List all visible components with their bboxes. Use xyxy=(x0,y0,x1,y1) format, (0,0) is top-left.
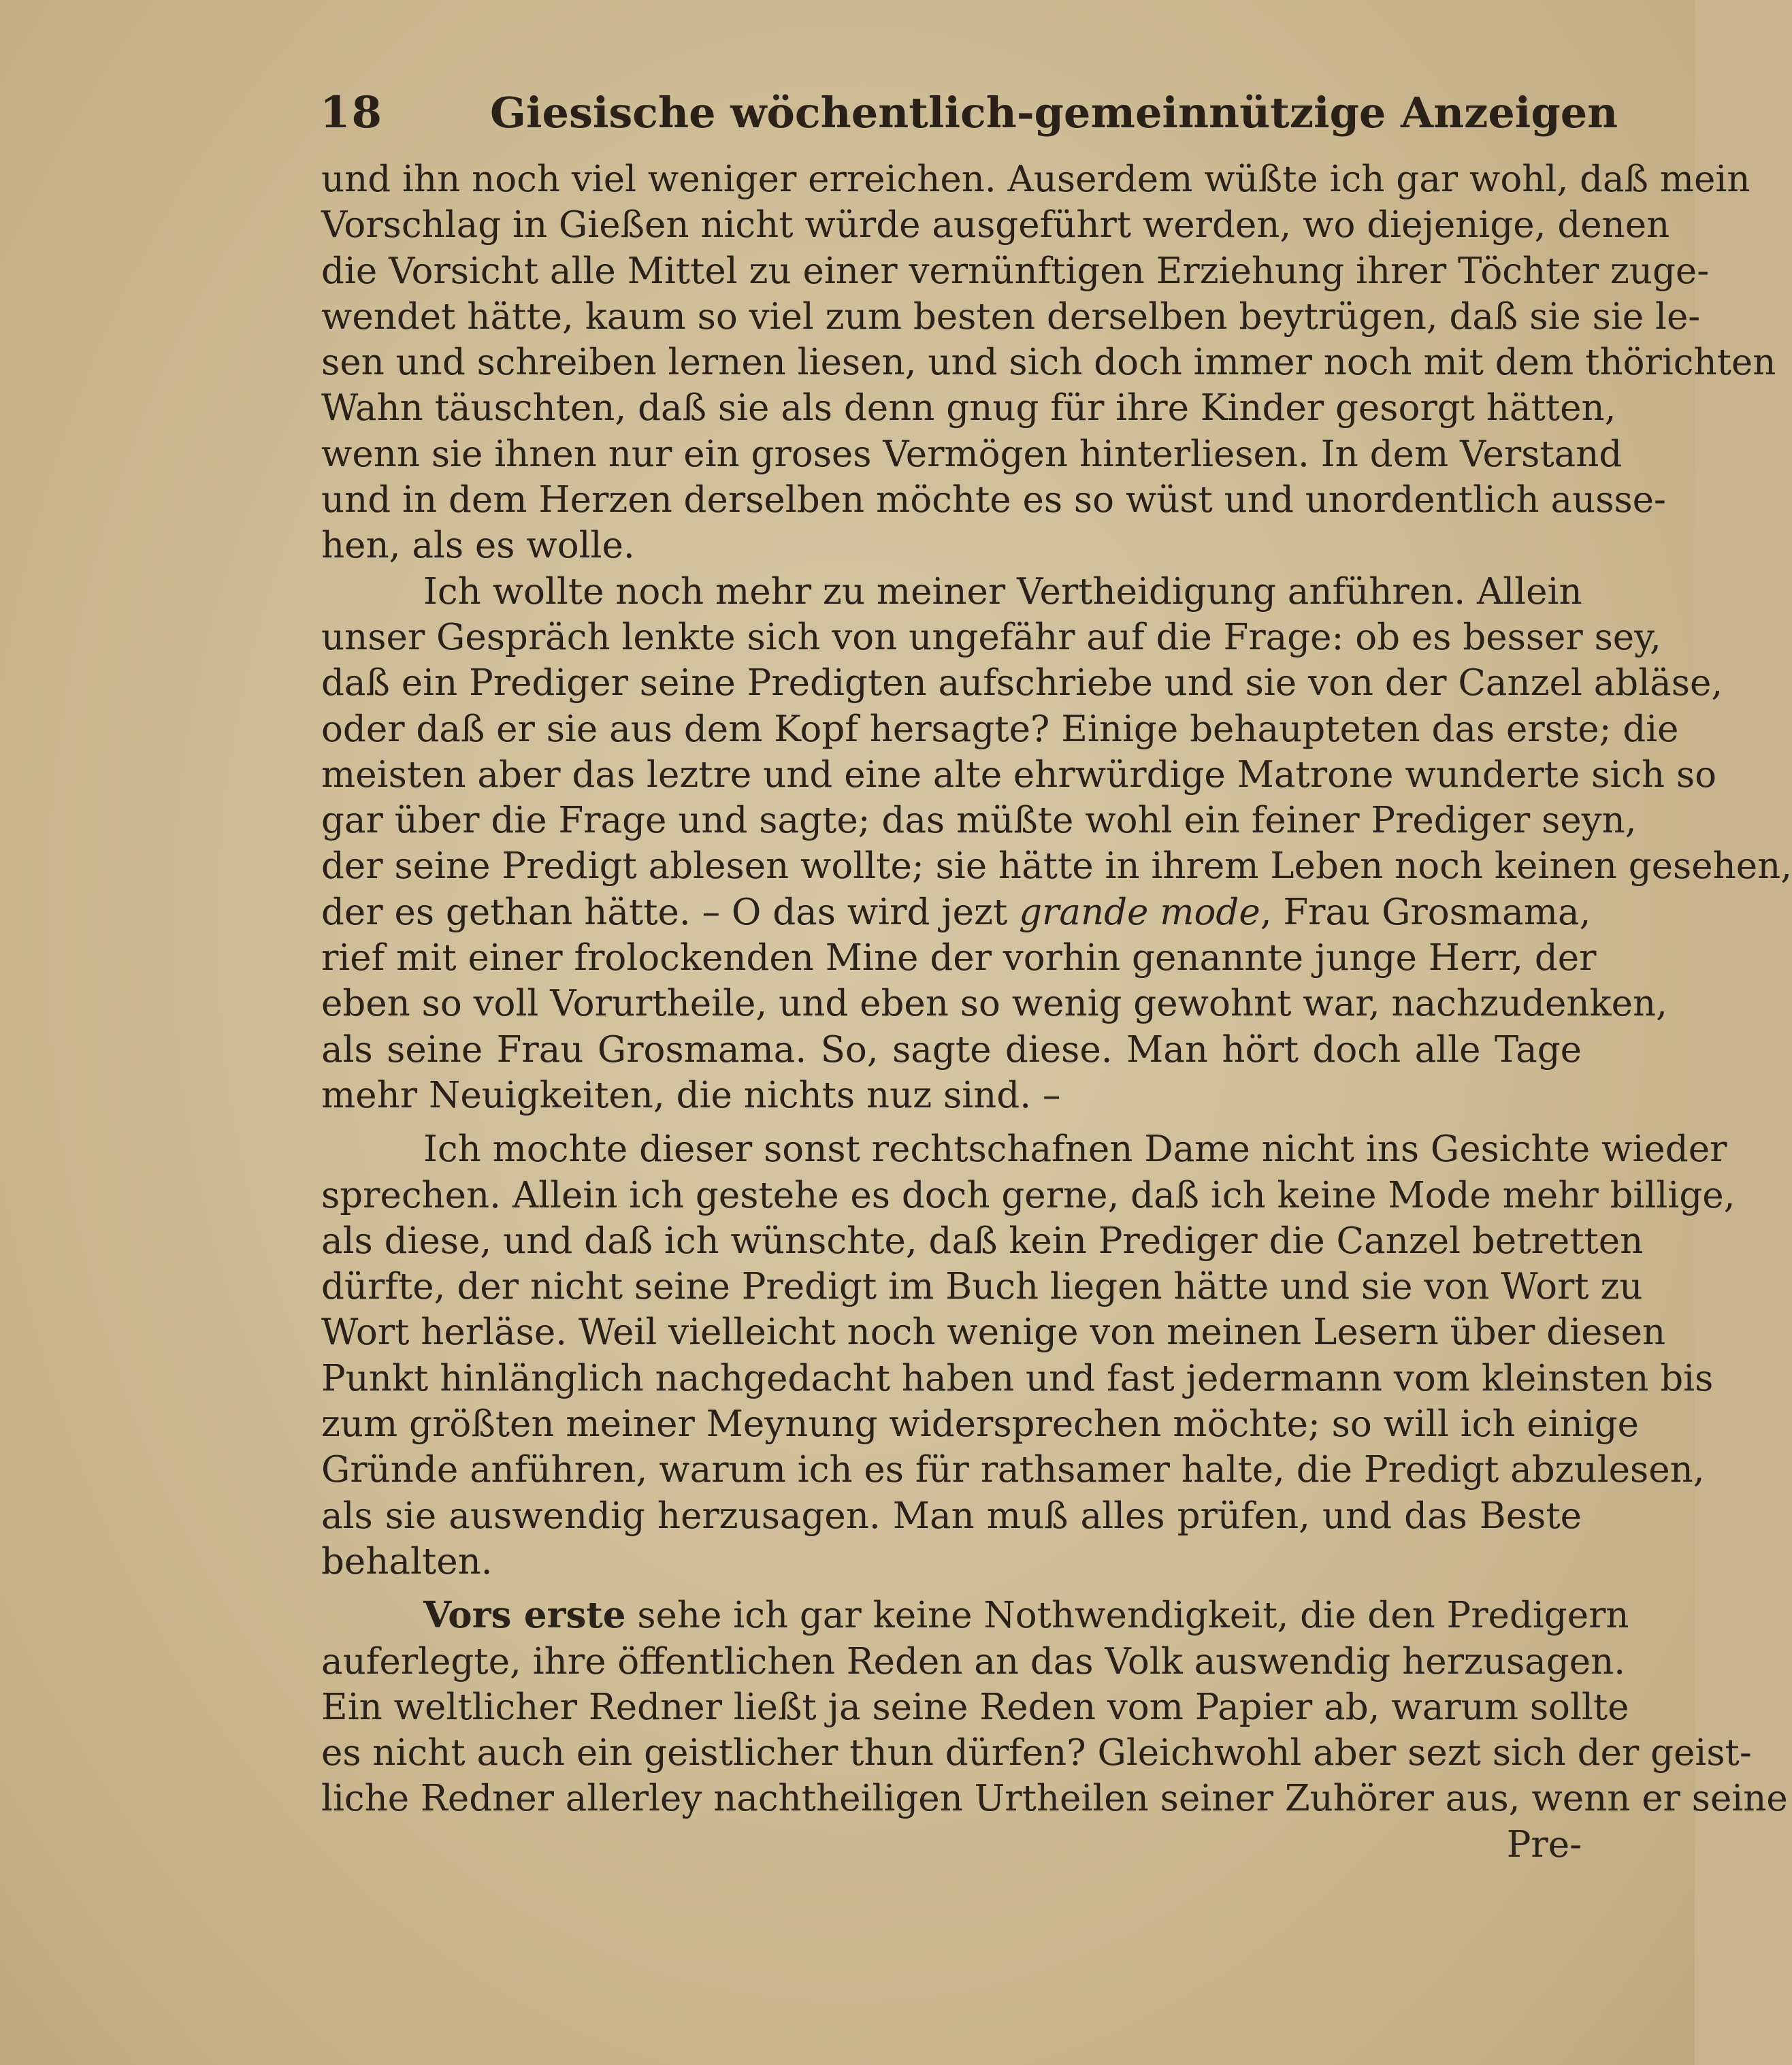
page-number: 18 xyxy=(320,87,384,138)
text-line: unser Gespräch lenkte sich von ungefähr auf die Frage: ob es besser sey, xyxy=(321,616,1661,658)
text-line: und in dem Herzen derselben möchte es so wüst und unordentlich ausse- xyxy=(321,479,1666,521)
paragraph-1 xyxy=(321,157,1776,569)
text-line: Gründe anführen, warum ich es für rathsamer halte, die Predigt abzulesen, xyxy=(321,1449,1705,1491)
lead-phrase: Vors erste xyxy=(423,1594,626,1637)
text-line: sprechen. Allein ich gestehe es doch gerne, daß ich keine Mode mehr billige, xyxy=(321,1174,1736,1216)
text-line xyxy=(321,1593,1629,1638)
text-line: Vorschlag in Gießen nicht würde ausgeführt werden, wo diejenige, denen xyxy=(321,204,1670,246)
page-body xyxy=(321,157,1792,1868)
page-header xyxy=(320,80,1618,145)
line-text-before: der es gethan hätte. – O das wird jezt xyxy=(321,891,1020,933)
text-line: auferlegte, ihre öffentlichen Reden an das Volk auswendig herzusagen. xyxy=(321,1640,1626,1682)
text-line: wenn sie ihnen nur ein groses Vermögen hinterliesen. In dem Verstand xyxy=(321,433,1623,475)
catchword: Pre- xyxy=(1506,1823,1582,1866)
text-line: Ein weltlicher Redner ließt ja seine Reden vom Papier ab, warum sollte xyxy=(321,1686,1629,1728)
text-line: zum größten meiner Meynung widersprechen möchte; so will ich einige xyxy=(321,1403,1640,1446)
text-line: gar über die Frage und sagte; das müßte wohl ein feiner Prediger seyn, xyxy=(321,800,1637,842)
text-line: und ihn noch viel weniger erreichen. Auserdem wüßte ich gar wohl, daß mein xyxy=(321,159,1750,200)
text-line: als diese, und daß ich wünschte, daß kein Prediger die Canzel betretten xyxy=(321,1220,1644,1262)
text-line: rief mit einer frolockenden Mine der vorhin genannte junge Herr, der xyxy=(321,937,1597,979)
text-line: behalten. xyxy=(321,1540,493,1582)
text-line: der seine Predigt ablesen wollte; sie hätte in ihrem Leben noch keinen gesehen, xyxy=(321,845,1792,888)
paragraph-2 xyxy=(321,569,1792,1119)
text-line: meisten aber das leztre und eine alte ehrwürdige Matrone wunderte sich so xyxy=(321,753,1717,796)
text-line: liche Redner allerley nachtheiligen Urtheilen seiner Zuhörer aus, wenn er seine xyxy=(321,1778,1788,1820)
text-line: dürfte, der nicht seine Predigt im Buch liegen hätte und sie von Wort zu xyxy=(321,1266,1643,1308)
text-line: hen, als es wolle. xyxy=(321,525,635,567)
text-line: mehr Neuigkeiten, die nichts nuz sind. – xyxy=(321,1074,1061,1116)
text-line: es nicht auch ein geistlicher thun dürfen? Gleichwohl aber sezt sich der geist- xyxy=(321,1732,1752,1774)
text-line: die Vorsicht alle Mittel zu einer vernünftigen Erziehung ihrer Töchter zuge- xyxy=(321,250,1710,292)
line-text-after: , Frau Grosmama, xyxy=(1260,891,1591,933)
text-line: Wort herläse. Weil vielleicht noch wenige von meinen Lesern über diesen xyxy=(321,1312,1666,1354)
text-line: oder daß er sie aus dem Kopf hersagte? Einige behaupteten das erste; die xyxy=(321,708,1679,750)
text-line: sen und schreiben lernen liesen, und sich doch immer noch mit dem thörichten xyxy=(321,342,1776,384)
text-line: daß ein Prediger seine Predigten aufschriebe und sie von der Canzel abläse, xyxy=(321,662,1723,704)
emphasized-phrase: grande mode xyxy=(1019,891,1260,933)
line-text: Ich mochte dieser sonst rechtschafnen Dame nicht ins Gesichte wieder xyxy=(423,1128,1727,1171)
text-line: Punkt hinlänglich nachgedacht haben und fast jedermann vom kleinsten bis xyxy=(321,1357,1714,1399)
text-line: als seine Frau Grosmama. So, sagte diese. Man hört doch alle Tage xyxy=(321,1028,1582,1071)
paragraph-3 xyxy=(321,1126,1736,1584)
text-line: Wahn täuschten, daß sie als denn gnug für ihre Kinder gesorgt hätten, xyxy=(321,387,1616,429)
text-line xyxy=(321,569,1582,615)
line-text: sehe ich gar keine Nothwendigkeit, die den Predigern xyxy=(625,1595,1629,1637)
text-line: wendet hätte, kaum so viel zum besten derselben beytrügen, daß sie sie le- xyxy=(321,295,1701,338)
text-line-with-emphasis xyxy=(321,890,1591,935)
paragraph-4 xyxy=(321,1593,1788,1868)
text-line xyxy=(321,1126,1727,1172)
text-line: als sie auswendig herzusagen. Man muß alles prüfen, und das Beste xyxy=(321,1495,1582,1537)
line-text: Ich wollte noch mehr zu meiner Vertheidigung anführen. Allein xyxy=(423,570,1582,613)
text-line: eben so voll Vorurtheile, und eben so wenig gewohnt war, nachzudenken, xyxy=(321,983,1667,1025)
running-title: Giesische wöchentlich-gemeinnützige Anzeigen xyxy=(490,88,1618,137)
